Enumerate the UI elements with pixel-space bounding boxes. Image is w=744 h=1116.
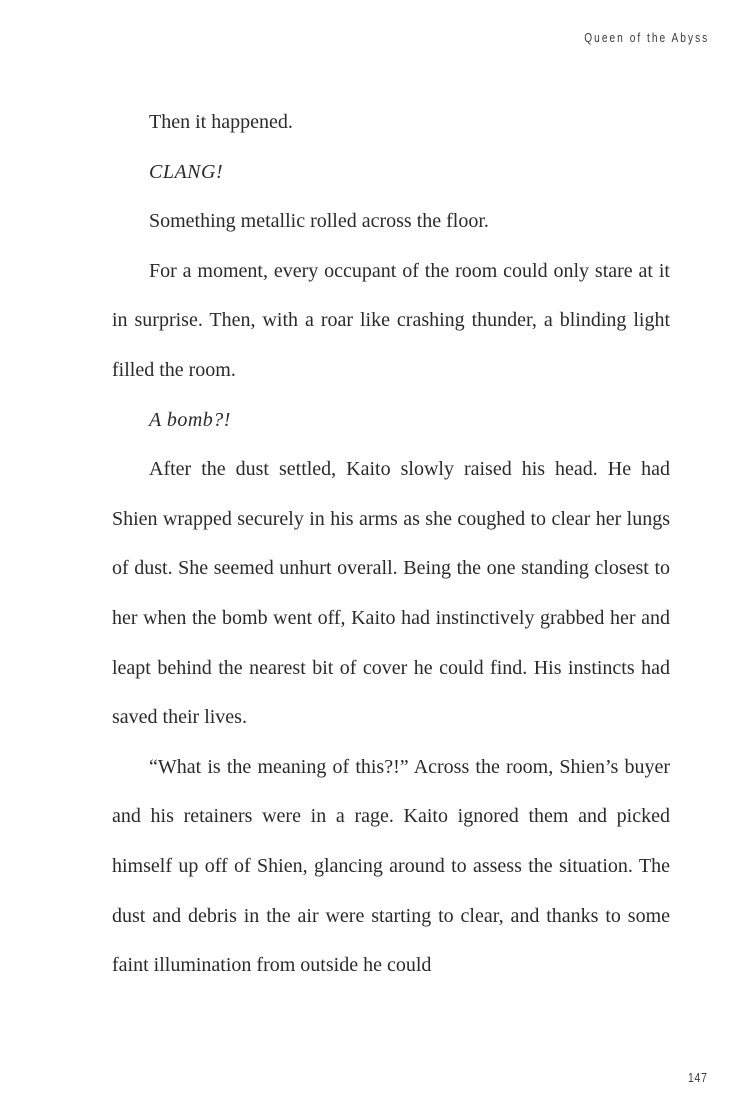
paragraph-italic: CLANG!: [149, 160, 224, 183]
paragraph: For a moment, every occupant of the room could only stare at it in surprise. Then, with a roar like crashing thunder, a blinding light filled the room.: [112, 259, 670, 381]
paragraph: After the dust settled, Kaito slowly raised his head. He had Shien wrapped securely in his arms as she coughed to clear her lungs of dust. She seemed unhurt overall. Being the one standing closest to her when the bomb went off, Kaito had instinctively grabbed her and leapt behind the nearest bit of cover he could find. His instincts had saved their lives.: [112, 458, 670, 729]
paragraph: “What is the meaning of this?!” Across the room, Shien’s buyer and his retainers were in a rage. Kaito ignored them and picked himself up off of Shien, glancing around to assess the situation. The dust and debris in the air were starting to clear, and thanks to some faint illumination from outside he could: [112, 755, 670, 977]
paragraph: Then it happened.: [149, 111, 293, 133]
page-body: [112, 98, 670, 991]
paragraph: Something metallic rolled across the floor.: [149, 210, 489, 233]
paragraph-italic: A bomb?!: [149, 408, 231, 431]
page-number: 147: [688, 1070, 708, 1085]
running-header-title: Queen of the Abyss: [583, 30, 709, 45]
